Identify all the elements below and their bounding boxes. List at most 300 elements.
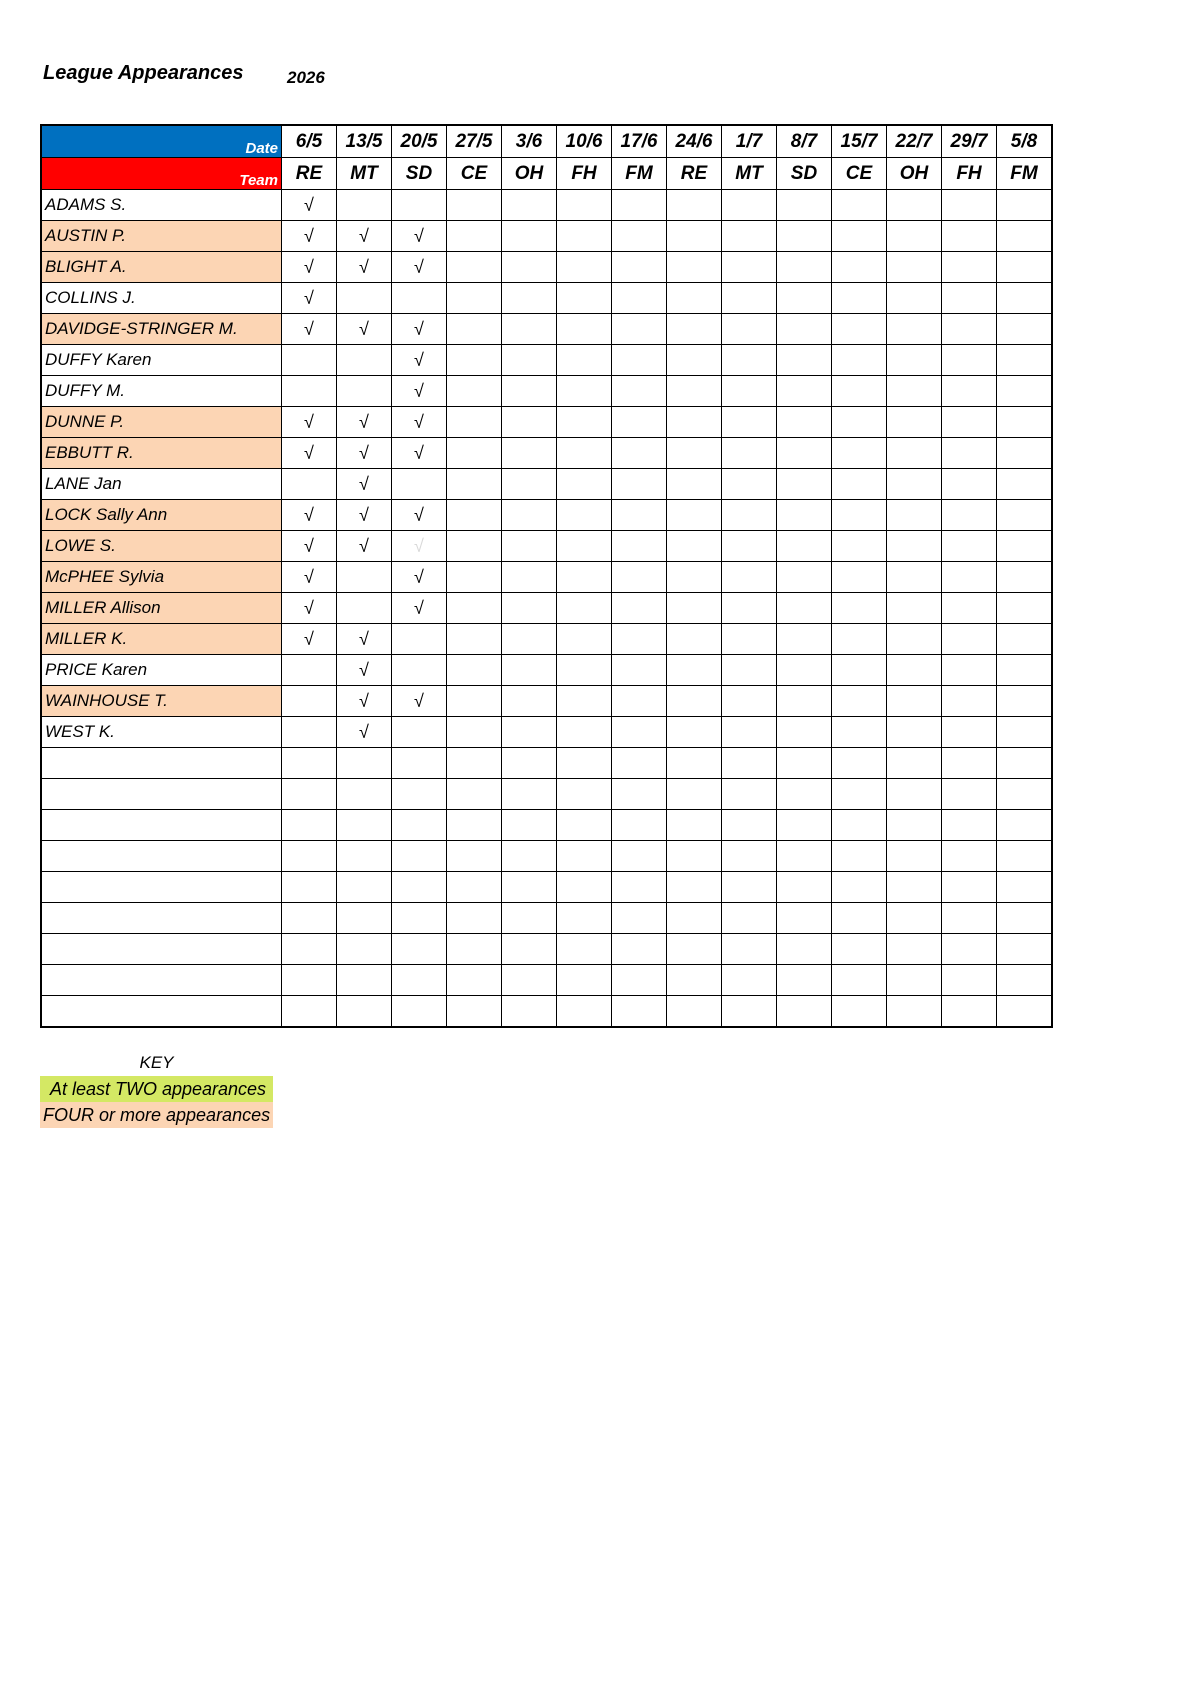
appearance-cell [887, 252, 942, 283]
tick-mark: √ [304, 194, 314, 215]
appearance-cell [942, 686, 997, 717]
appearance-cell [282, 500, 337, 531]
appearance-cell [282, 717, 337, 748]
appearance-cell [392, 779, 447, 810]
appearance-cell [337, 779, 392, 810]
empty-name-cell [41, 748, 282, 779]
appearance-cell [832, 531, 887, 562]
appearance-cell [447, 717, 502, 748]
player-row [41, 283, 1052, 314]
appearance-cell [942, 593, 997, 624]
appearance-cell [557, 965, 612, 996]
appearance-cell [777, 965, 832, 996]
appearance-cell [392, 810, 447, 841]
appearance-cell [337, 376, 392, 407]
appearance-cell [392, 903, 447, 934]
appearance-cell [337, 686, 392, 717]
key-title: KEY [139, 1053, 174, 1072]
appearance-cell [722, 872, 777, 903]
empty-name-cell [41, 810, 282, 841]
appearance-cell [722, 469, 777, 500]
appearance-cell [997, 190, 1053, 221]
tick-mark: √ [414, 411, 424, 432]
appearance-cell [997, 934, 1053, 965]
appearance-cell [612, 748, 667, 779]
appearance-cell [777, 221, 832, 252]
empty-row [41, 903, 1052, 934]
player-row [41, 469, 1052, 500]
tick-mark: √ [414, 597, 424, 618]
appearance-cell [557, 376, 612, 407]
appearance-cell [337, 221, 392, 252]
player-name: WEST K. [41, 717, 282, 748]
player-name: WAINHOUSE T. [41, 686, 282, 717]
appearance-cell [282, 190, 337, 221]
appearance-cell [722, 934, 777, 965]
team-header-cell: SD [777, 158, 832, 190]
date-header-cell: 3/6 [502, 125, 557, 158]
appearance-cell [502, 965, 557, 996]
appearance-cell [997, 500, 1053, 531]
appearance-cell [447, 624, 502, 655]
appearance-cell [392, 965, 447, 996]
appearance-cell [447, 438, 502, 469]
appearance-cell [557, 314, 612, 345]
date-header-cell: 27/5 [447, 125, 502, 158]
appearance-cell [282, 934, 337, 965]
appearance-cell [282, 841, 337, 872]
appearance-cell [942, 996, 997, 1028]
appearance-cell [447, 531, 502, 562]
appearance-cell [942, 655, 997, 686]
appearance-cell [722, 190, 777, 221]
appearance-cell [282, 996, 337, 1028]
appearance-cell [997, 252, 1053, 283]
appearance-cell [832, 469, 887, 500]
tick-mark: √ [359, 411, 369, 432]
page-title: League Appearances [43, 62, 244, 84]
tick-mark: √ [414, 318, 424, 339]
appearance-cell [392, 593, 447, 624]
appearance-cell [667, 314, 722, 345]
appearance-cell [502, 841, 557, 872]
appearance-cell [942, 283, 997, 314]
tick-mark: √ [359, 535, 369, 556]
appearance-cell [612, 314, 667, 345]
appearance-cell [997, 593, 1053, 624]
appearance-cell [887, 469, 942, 500]
appearance-cell [502, 655, 557, 686]
appearance-cell [447, 810, 502, 841]
appearance-cell [612, 624, 667, 655]
appearance-cell [282, 283, 337, 314]
appearance-cell [887, 903, 942, 934]
appearance-cell [502, 779, 557, 810]
date-header-cell: 29/7 [942, 125, 997, 158]
appearance-cell [722, 996, 777, 1028]
appearance-cell [667, 345, 722, 376]
empty-name-cell [41, 965, 282, 996]
appearance-cell [777, 593, 832, 624]
appearance-cell [337, 934, 392, 965]
tick-mark: √ [414, 349, 424, 370]
empty-row [41, 934, 1052, 965]
tick-mark: √ [304, 597, 314, 618]
appearance-cell [997, 221, 1053, 252]
appearance-cell [282, 345, 337, 376]
appearance-cell [997, 314, 1053, 345]
appearance-cell [392, 500, 447, 531]
appearance-cell [447, 965, 502, 996]
player-row [41, 221, 1052, 252]
player-row [41, 562, 1052, 593]
appearance-cell [722, 593, 777, 624]
appearance-cell [667, 593, 722, 624]
appearance-cell [557, 996, 612, 1028]
appearance-cell [502, 810, 557, 841]
appearance-cell [887, 376, 942, 407]
appearance-cell [942, 903, 997, 934]
appearance-cell [502, 221, 557, 252]
appearance-cell [997, 345, 1053, 376]
appearance-cell [337, 810, 392, 841]
appearance-cell [447, 655, 502, 686]
player-row [41, 624, 1052, 655]
tick-mark: √ [414, 442, 424, 463]
appearance-cell [447, 562, 502, 593]
appearance-cell [557, 810, 612, 841]
appearance-cell [832, 934, 887, 965]
appearance-cell [337, 748, 392, 779]
appearance-cell [667, 190, 722, 221]
appearance-cell [502, 593, 557, 624]
appearance-cell [337, 841, 392, 872]
appearance-cell [942, 469, 997, 500]
player-row [41, 407, 1052, 438]
empty-row [41, 841, 1052, 872]
appearance-cell [942, 624, 997, 655]
appearance-cell [997, 686, 1053, 717]
team-header-cell: OH [502, 158, 557, 190]
player-row [41, 717, 1052, 748]
appearance-cell [502, 314, 557, 345]
player-name: McPHEE Sylvia [41, 562, 282, 593]
appearance-cell [502, 903, 557, 934]
team-header-cell: FH [557, 158, 612, 190]
appearance-cell [612, 562, 667, 593]
appearance-cell [557, 407, 612, 438]
player-name: PRICE Karen [41, 655, 282, 686]
appearance-cell [887, 531, 942, 562]
appearance-cell [502, 872, 557, 903]
appearance-cell [722, 407, 777, 438]
appearance-cell [392, 934, 447, 965]
tick-mark: √ [304, 225, 314, 246]
appearance-cell [997, 965, 1053, 996]
appearance-cell [832, 438, 887, 469]
appearance-cell [447, 283, 502, 314]
appearance-cell [667, 717, 722, 748]
appearance-cell [337, 903, 392, 934]
appearance-cell [887, 593, 942, 624]
appearance-cell [392, 996, 447, 1028]
appearance-cell [887, 562, 942, 593]
appearance-cell [722, 965, 777, 996]
appearance-cell [502, 438, 557, 469]
appearances-table [40, 124, 1053, 1028]
tick-mark: √ [414, 504, 424, 525]
empty-name-cell [41, 934, 282, 965]
appearance-cell [557, 345, 612, 376]
appearance-cell [887, 221, 942, 252]
date-header-cell: 6/5 [282, 125, 337, 158]
appearance-cell [887, 872, 942, 903]
appearance-cell [722, 624, 777, 655]
tick-mark: √ [304, 287, 314, 308]
empty-row [41, 748, 1052, 779]
appearance-cell [667, 748, 722, 779]
appearance-cell [722, 376, 777, 407]
appearance-cell [777, 624, 832, 655]
appearance-cell [447, 841, 502, 872]
appearance-cell [777, 779, 832, 810]
appearance-cell [942, 314, 997, 345]
appearance-cell [337, 593, 392, 624]
appearance-cell [282, 314, 337, 345]
appearance-cell [557, 469, 612, 500]
appearance-cell [282, 407, 337, 438]
player-name: BLIGHT A. [41, 252, 282, 283]
appearance-cell [997, 841, 1053, 872]
appearance-cell [777, 686, 832, 717]
appearance-cell [777, 841, 832, 872]
appearance-cell [612, 407, 667, 438]
appearance-cell [282, 779, 337, 810]
appearance-cell [557, 872, 612, 903]
appearance-cell [447, 221, 502, 252]
appearance-cell [777, 655, 832, 686]
appearance-cell [282, 810, 337, 841]
appearance-cell [447, 903, 502, 934]
date-header-cell: 22/7 [887, 125, 942, 158]
appearance-cell [392, 283, 447, 314]
appearance-cell [722, 562, 777, 593]
appearance-cell [942, 376, 997, 407]
appearance-cell [282, 252, 337, 283]
appearance-cell [337, 562, 392, 593]
appearance-cell [832, 376, 887, 407]
tick-mark: √ [304, 411, 314, 432]
date-header-cell: 10/6 [557, 125, 612, 158]
appearance-cell [392, 841, 447, 872]
appearance-cell [612, 779, 667, 810]
appearance-cell [887, 314, 942, 345]
appearance-cell [557, 934, 612, 965]
appearance-cell [722, 810, 777, 841]
appearance-cell [282, 655, 337, 686]
appearance-cell [282, 593, 337, 624]
appearance-cell [722, 779, 777, 810]
appearance-cell [667, 624, 722, 655]
appearance-cell [392, 345, 447, 376]
key-legend [40, 1050, 273, 1128]
appearance-cell [557, 221, 612, 252]
player-name: MILLER K. [41, 624, 282, 655]
appearance-cell [997, 779, 1053, 810]
tick-mark: √ [359, 442, 369, 463]
appearance-cell [337, 283, 392, 314]
appearance-cell [392, 872, 447, 903]
team-header-cell: SD [392, 158, 447, 190]
player-row [41, 314, 1052, 345]
appearance-cell [942, 500, 997, 531]
appearance-cell [502, 345, 557, 376]
player-row [41, 252, 1052, 283]
appearance-cell [777, 996, 832, 1028]
appearance-cell [557, 841, 612, 872]
appearance-cell [612, 531, 667, 562]
date-header-cell: 5/8 [997, 125, 1053, 158]
appearance-cell [557, 903, 612, 934]
appearance-cell [447, 252, 502, 283]
page-title-block [43, 62, 243, 85]
appearance-cell [392, 190, 447, 221]
appearance-cell [502, 407, 557, 438]
appearance-cell [392, 252, 447, 283]
appearance-cell [997, 748, 1053, 779]
appearance-cell [667, 779, 722, 810]
appearance-cell [777, 810, 832, 841]
appearance-cell [502, 686, 557, 717]
date-header-cell: 17/6 [612, 125, 667, 158]
appearance-cell [942, 934, 997, 965]
appearance-cell [997, 469, 1053, 500]
appearance-cell [832, 965, 887, 996]
appearance-cell [887, 438, 942, 469]
appearance-cell [557, 717, 612, 748]
appearance-cell [447, 934, 502, 965]
appearance-cell [997, 624, 1053, 655]
appearance-cell [667, 655, 722, 686]
appearance-cell [777, 500, 832, 531]
appearance-cell [612, 283, 667, 314]
appearance-cell [502, 562, 557, 593]
empty-row [41, 810, 1052, 841]
appearance-cell [667, 407, 722, 438]
appearance-cell [667, 562, 722, 593]
appearance-cell [667, 872, 722, 903]
player-name: DUNNE P. [41, 407, 282, 438]
appearance-cell [722, 903, 777, 934]
team-header-cell: FM [997, 158, 1053, 190]
appearance-cell [612, 965, 667, 996]
appearance-cell [612, 252, 667, 283]
appearance-cell [997, 996, 1053, 1028]
appearance-cell [832, 810, 887, 841]
appearance-cell [777, 438, 832, 469]
appearance-cell [832, 345, 887, 376]
appearance-cell [667, 469, 722, 500]
appearance-cell [942, 221, 997, 252]
appearance-cell [337, 872, 392, 903]
date-header-cell: 1/7 [722, 125, 777, 158]
appearance-cell [777, 469, 832, 500]
player-name: MILLER Allison [41, 593, 282, 624]
appearance-cell [282, 624, 337, 655]
appearance-cell [722, 748, 777, 779]
appearance-cell [667, 841, 722, 872]
date-header-cell: 15/7 [832, 125, 887, 158]
appearance-cell [722, 500, 777, 531]
tick-mark: √ [359, 318, 369, 339]
appearance-cell [887, 190, 942, 221]
appearance-cell [667, 376, 722, 407]
appearance-cell [832, 655, 887, 686]
appearance-cell [337, 655, 392, 686]
appearance-cell [722, 438, 777, 469]
appearance-cell [667, 221, 722, 252]
team-header-cell: CE [832, 158, 887, 190]
appearance-cell [447, 500, 502, 531]
player-row [41, 438, 1052, 469]
tick-mark: √ [414, 256, 424, 277]
appearance-cell [832, 717, 887, 748]
team-header-cell: OH [887, 158, 942, 190]
appearance-cell [942, 872, 997, 903]
appearance-cell [777, 934, 832, 965]
tick-mark: √ [304, 256, 314, 277]
appearance-cell [997, 655, 1053, 686]
player-row [41, 531, 1052, 562]
appearance-cell [557, 779, 612, 810]
appearance-cell [612, 500, 667, 531]
appearance-cell [612, 996, 667, 1028]
player-row [41, 655, 1052, 686]
tick-mark: √ [359, 504, 369, 525]
appearance-cell [447, 314, 502, 345]
appearance-cell [722, 717, 777, 748]
appearance-cell [612, 903, 667, 934]
appearance-cell [557, 438, 612, 469]
appearance-cell [337, 996, 392, 1028]
appearance-cell [282, 903, 337, 934]
appearance-cell [777, 872, 832, 903]
appearance-cell [832, 872, 887, 903]
appearance-cell [282, 562, 337, 593]
tick-mark: √ [359, 690, 369, 711]
appearance-cell [942, 779, 997, 810]
appearance-cell [502, 531, 557, 562]
player-row [41, 593, 1052, 624]
player-name: DUFFY Karen [41, 345, 282, 376]
tick-mark: √ [359, 659, 369, 680]
appearance-cell [612, 810, 667, 841]
appearance-cell [997, 562, 1053, 593]
empty-name-cell [41, 841, 282, 872]
appearance-cell [887, 655, 942, 686]
appearance-cell [337, 624, 392, 655]
appearance-cell [832, 407, 887, 438]
appearance-cell [722, 314, 777, 345]
appearance-cell [997, 903, 1053, 934]
appearance-cell [832, 593, 887, 624]
appearance-cell [887, 810, 942, 841]
appearance-cell [282, 438, 337, 469]
appearance-cell [557, 531, 612, 562]
key-item-two-appearances: At least TWO appearances [40, 1076, 273, 1102]
appearance-cell [557, 500, 612, 531]
appearance-cell [942, 252, 997, 283]
